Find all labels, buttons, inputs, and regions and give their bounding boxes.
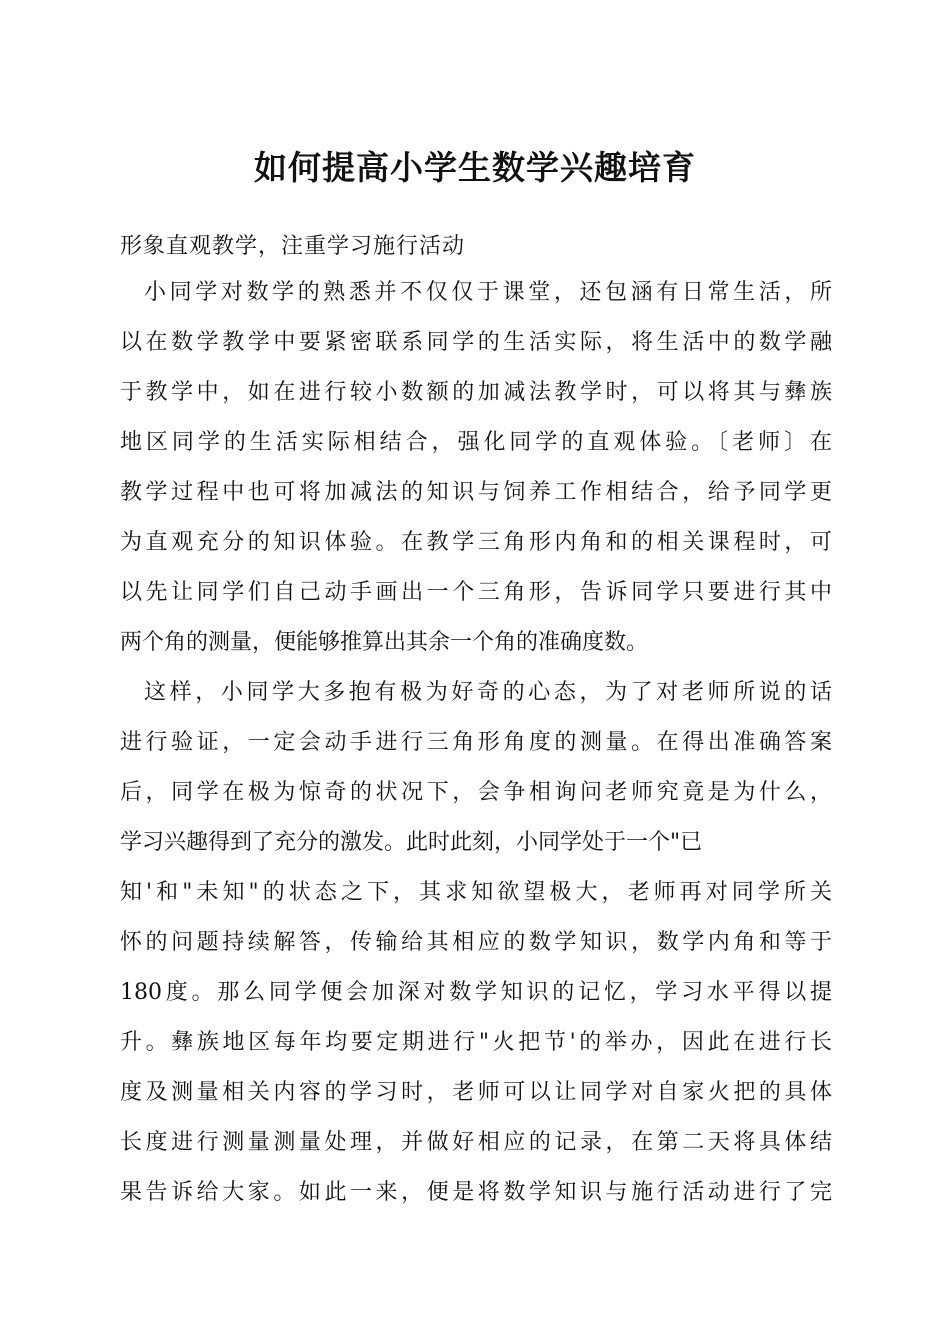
paragraph-line: 教学过程中也可将加减法的知识与饲养工作相结合，给予同学更 bbox=[120, 480, 832, 505]
paragraph-line: 学习兴趣得到了充分的激发。此时此刻，小同学处于一个"已 bbox=[120, 830, 703, 855]
paragraph-line: 以在数学教学中要紧密联系同学的生活实际，将生活中的数学融 bbox=[120, 330, 832, 355]
document-title: 如何提高小学生数学兴趣培育 bbox=[254, 148, 696, 187]
paragraph-line: 果告诉给大家。如此一来，便是将数学知识与施行活动进行了完 bbox=[120, 1180, 832, 1205]
paragraph-line: 度及测量相关内容的学习时，老师可以让同学对自家火把的具体 bbox=[120, 1080, 832, 1105]
paragraph-line: 为直观充分的知识体验。在教学三角形内角和的相关课程时，可 bbox=[120, 530, 832, 555]
section-heading: 形象直观教学，注重学习施行活动 bbox=[120, 234, 466, 259]
paragraph-line: 两个角的测量，便能够推算出其余一个角的准确度数。 bbox=[120, 630, 649, 655]
paragraph-line: 180度。那么同学便会加深对数学知识的记忆，学习水平得以提 bbox=[120, 980, 832, 1005]
paragraph-line: 于教学中，如在进行较小数额的加减法教学时，可以将其与彝族 bbox=[120, 380, 832, 405]
paragraph-line: 怀的问题持续解答，传输给其相应的数学知识，数学内角和等于 bbox=[120, 930, 832, 955]
paragraph-line: 长度进行测量测量处理，并做好相应的记录，在第二天将具体结 bbox=[120, 1130, 832, 1155]
paragraph-line: 进行验证，一定会动手进行三角形角度的测量。在得出准确答案 bbox=[120, 730, 832, 755]
paragraph-line: 这样，小同学大多抱有极为好奇的心态，为了对老师所说的话 bbox=[144, 680, 832, 705]
paragraph-line: 地区同学的生活实际相结合，强化同学的直观体验。〔老师〕在 bbox=[120, 430, 832, 455]
paragraph-line: 以先让同学们自己动手画出一个三角形，告诉同学只要进行其中 bbox=[120, 580, 832, 605]
paragraph-line: 升。彝族地区每年均要定期进行"火把节'的举办，因此在进行长 bbox=[120, 1030, 832, 1055]
paragraph-line: 后，同学在极为惊奇的状况下，会争相询问老师究竟是为什么， bbox=[120, 780, 832, 805]
paragraph-line: 小同学对数学的熟悉并不仅仅于课堂，还包涵有日常生活，所 bbox=[144, 280, 832, 305]
paragraph-line: 知'和"未知"的状态之下，其求知欲望极大，老师再对同学所关 bbox=[120, 880, 832, 905]
